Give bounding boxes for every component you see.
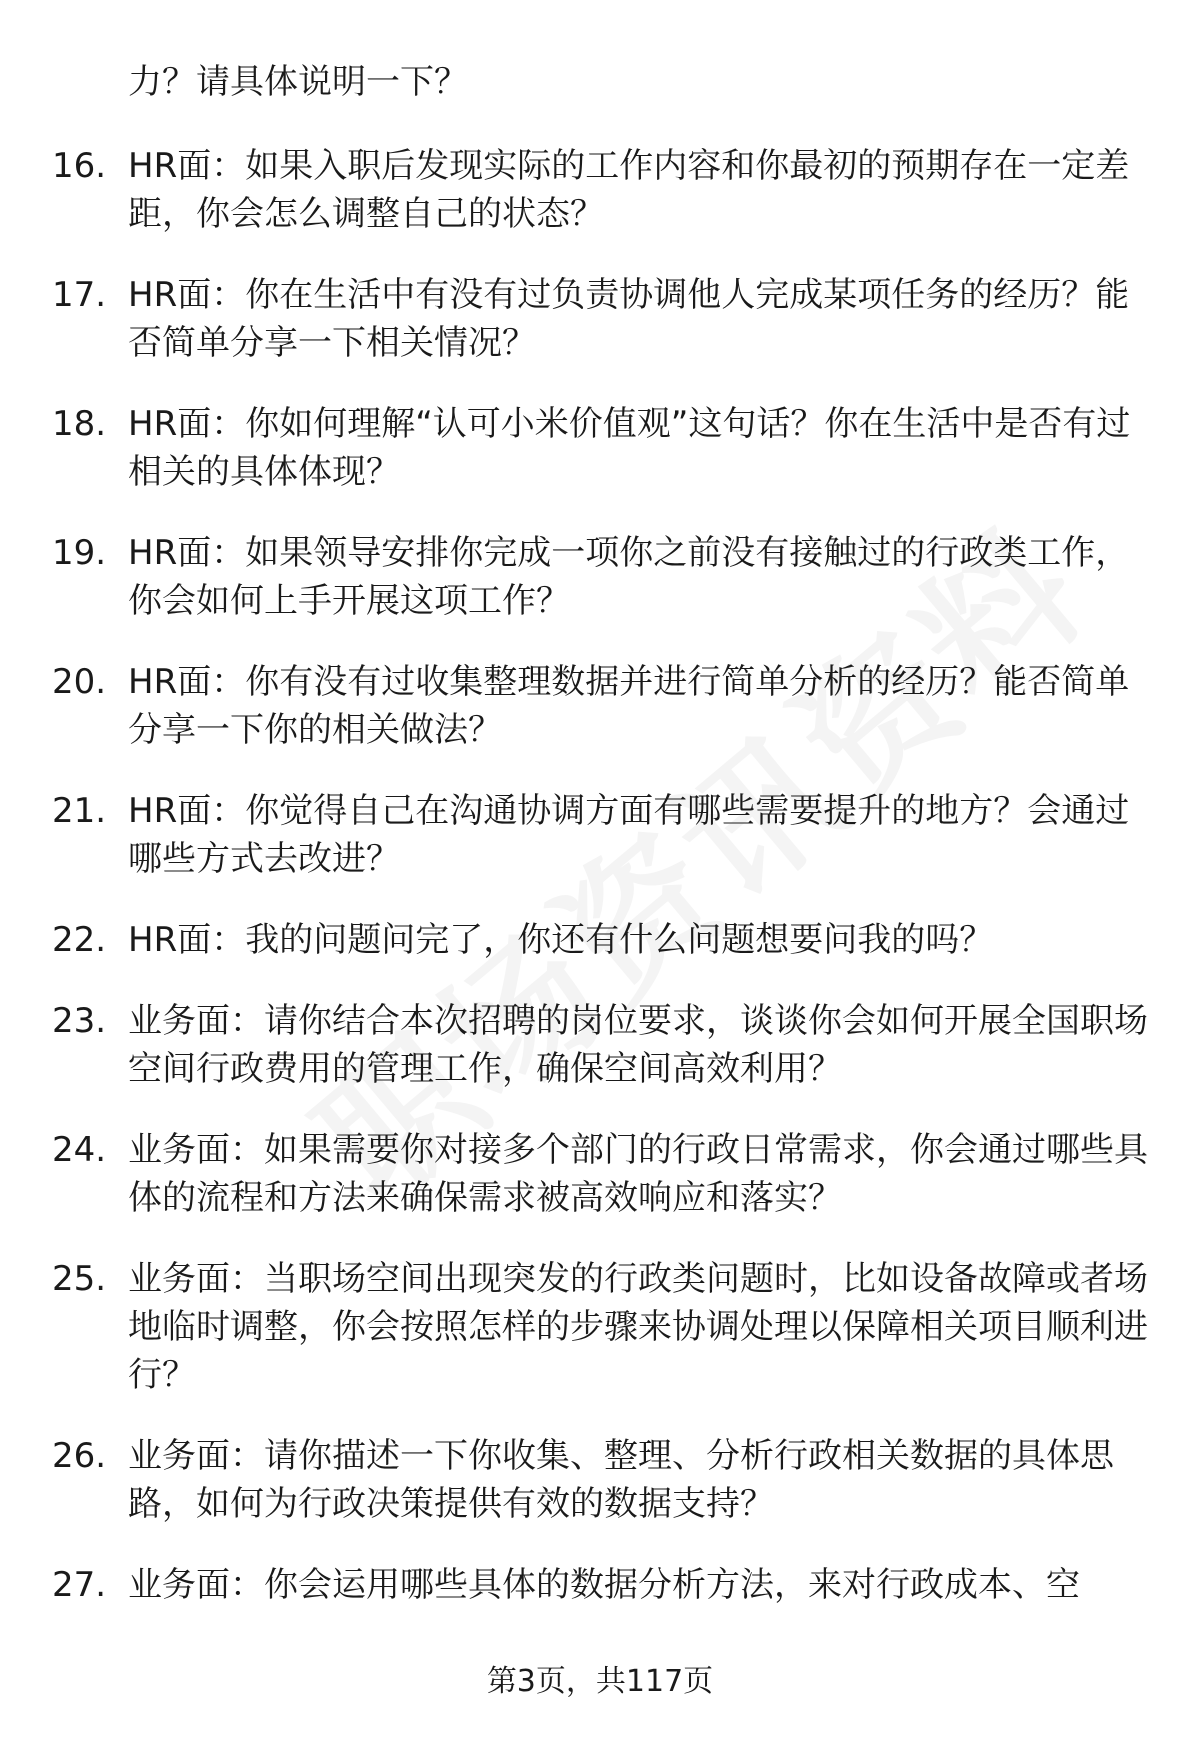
- item-number: 17.: [52, 275, 107, 315]
- item-text: HR面：我的问题问完了，你还有什么问题想要问我的吗？: [128, 920, 994, 960]
- item-number: 19.: [52, 533, 107, 573]
- list-item: [0, 1255, 1148, 1399]
- question-list: [0, 142, 1200, 1642]
- item-text: HR面：如果领导安排你完成一项你之前没有接触过的行政类工作，你会如何上手开展这项工作？: [128, 533, 1130, 621]
- item-text: HR面：你觉得自己在沟通协调方面有哪些需要提升的地方？会通过哪些方式去改进？: [128, 791, 1130, 879]
- item-number: 22.: [52, 920, 107, 960]
- item-text: HR面：你有没有过收集整理数据并进行简单分析的经历？能否简单分享一下你的相关做法？: [128, 662, 1130, 750]
- list-item: [0, 142, 1148, 238]
- list-item: [0, 658, 1148, 754]
- item-text: 业务面：你会运用哪些具体的数据分析方法，来对行政成本、空: [128, 1565, 1080, 1605]
- item-number: 16.: [52, 146, 107, 186]
- page-footer: 第3页，共117页: [486, 1664, 714, 1699]
- item-number: 23.: [52, 1001, 107, 1041]
- item-text: 业务面：当职场空间出现突发的行政类问题时，比如设备故障或者场地临时调整，你会按照怎样的步骤来协调处理以保障相关项目顺利进行？: [128, 1259, 1148, 1395]
- item-number: 27.: [52, 1565, 107, 1605]
- list-item: [0, 529, 1148, 625]
- continuation-text: 力？请具体说明一下？: [128, 62, 468, 102]
- list-item: [0, 916, 1148, 964]
- item-number: 18.: [52, 404, 107, 444]
- item-text: HR面：你如何理解“认可小米价值观”这句话？你在生活中是否有过相关的具体体现？: [128, 404, 1131, 492]
- item-number: 24.: [52, 1130, 107, 1170]
- list-item: [0, 1126, 1148, 1222]
- item-text: 业务面：请你结合本次招聘的岗位要求，谈谈你会如何开展全国职场空间行政费用的管理工作，确保空间高效利用？: [128, 1001, 1148, 1089]
- list-item: [0, 271, 1148, 367]
- list-item: [0, 787, 1148, 883]
- item-text: 业务面：如果需要你对接多个部门的行政日常需求，你会通过哪些具体的流程和方法来确保需求被高效响应和落实？: [128, 1130, 1148, 1218]
- item-text: 业务面：请你描述一下你收集、整理、分析行政相关数据的具体思路，如何为行政决策提供有效的数据支持？: [128, 1436, 1114, 1524]
- item-number: 21.: [52, 791, 107, 831]
- list-item: [0, 997, 1148, 1093]
- list-item: [0, 1561, 1148, 1609]
- list-item: [0, 1432, 1148, 1528]
- list-item: [0, 400, 1148, 496]
- item-number: 25.: [52, 1259, 107, 1299]
- item-number: 20.: [52, 662, 107, 702]
- item-text: HR面：如果入职后发现实际的工作内容和你最初的预期存在一定差距，你会怎么调整自己的状态？: [128, 146, 1130, 234]
- item-number: 26.: [52, 1436, 107, 1476]
- item-text: HR面：你在生活中有没有过负责协调他人完成某项任务的经历？能否简单分享一下相关情况？: [128, 275, 1130, 363]
